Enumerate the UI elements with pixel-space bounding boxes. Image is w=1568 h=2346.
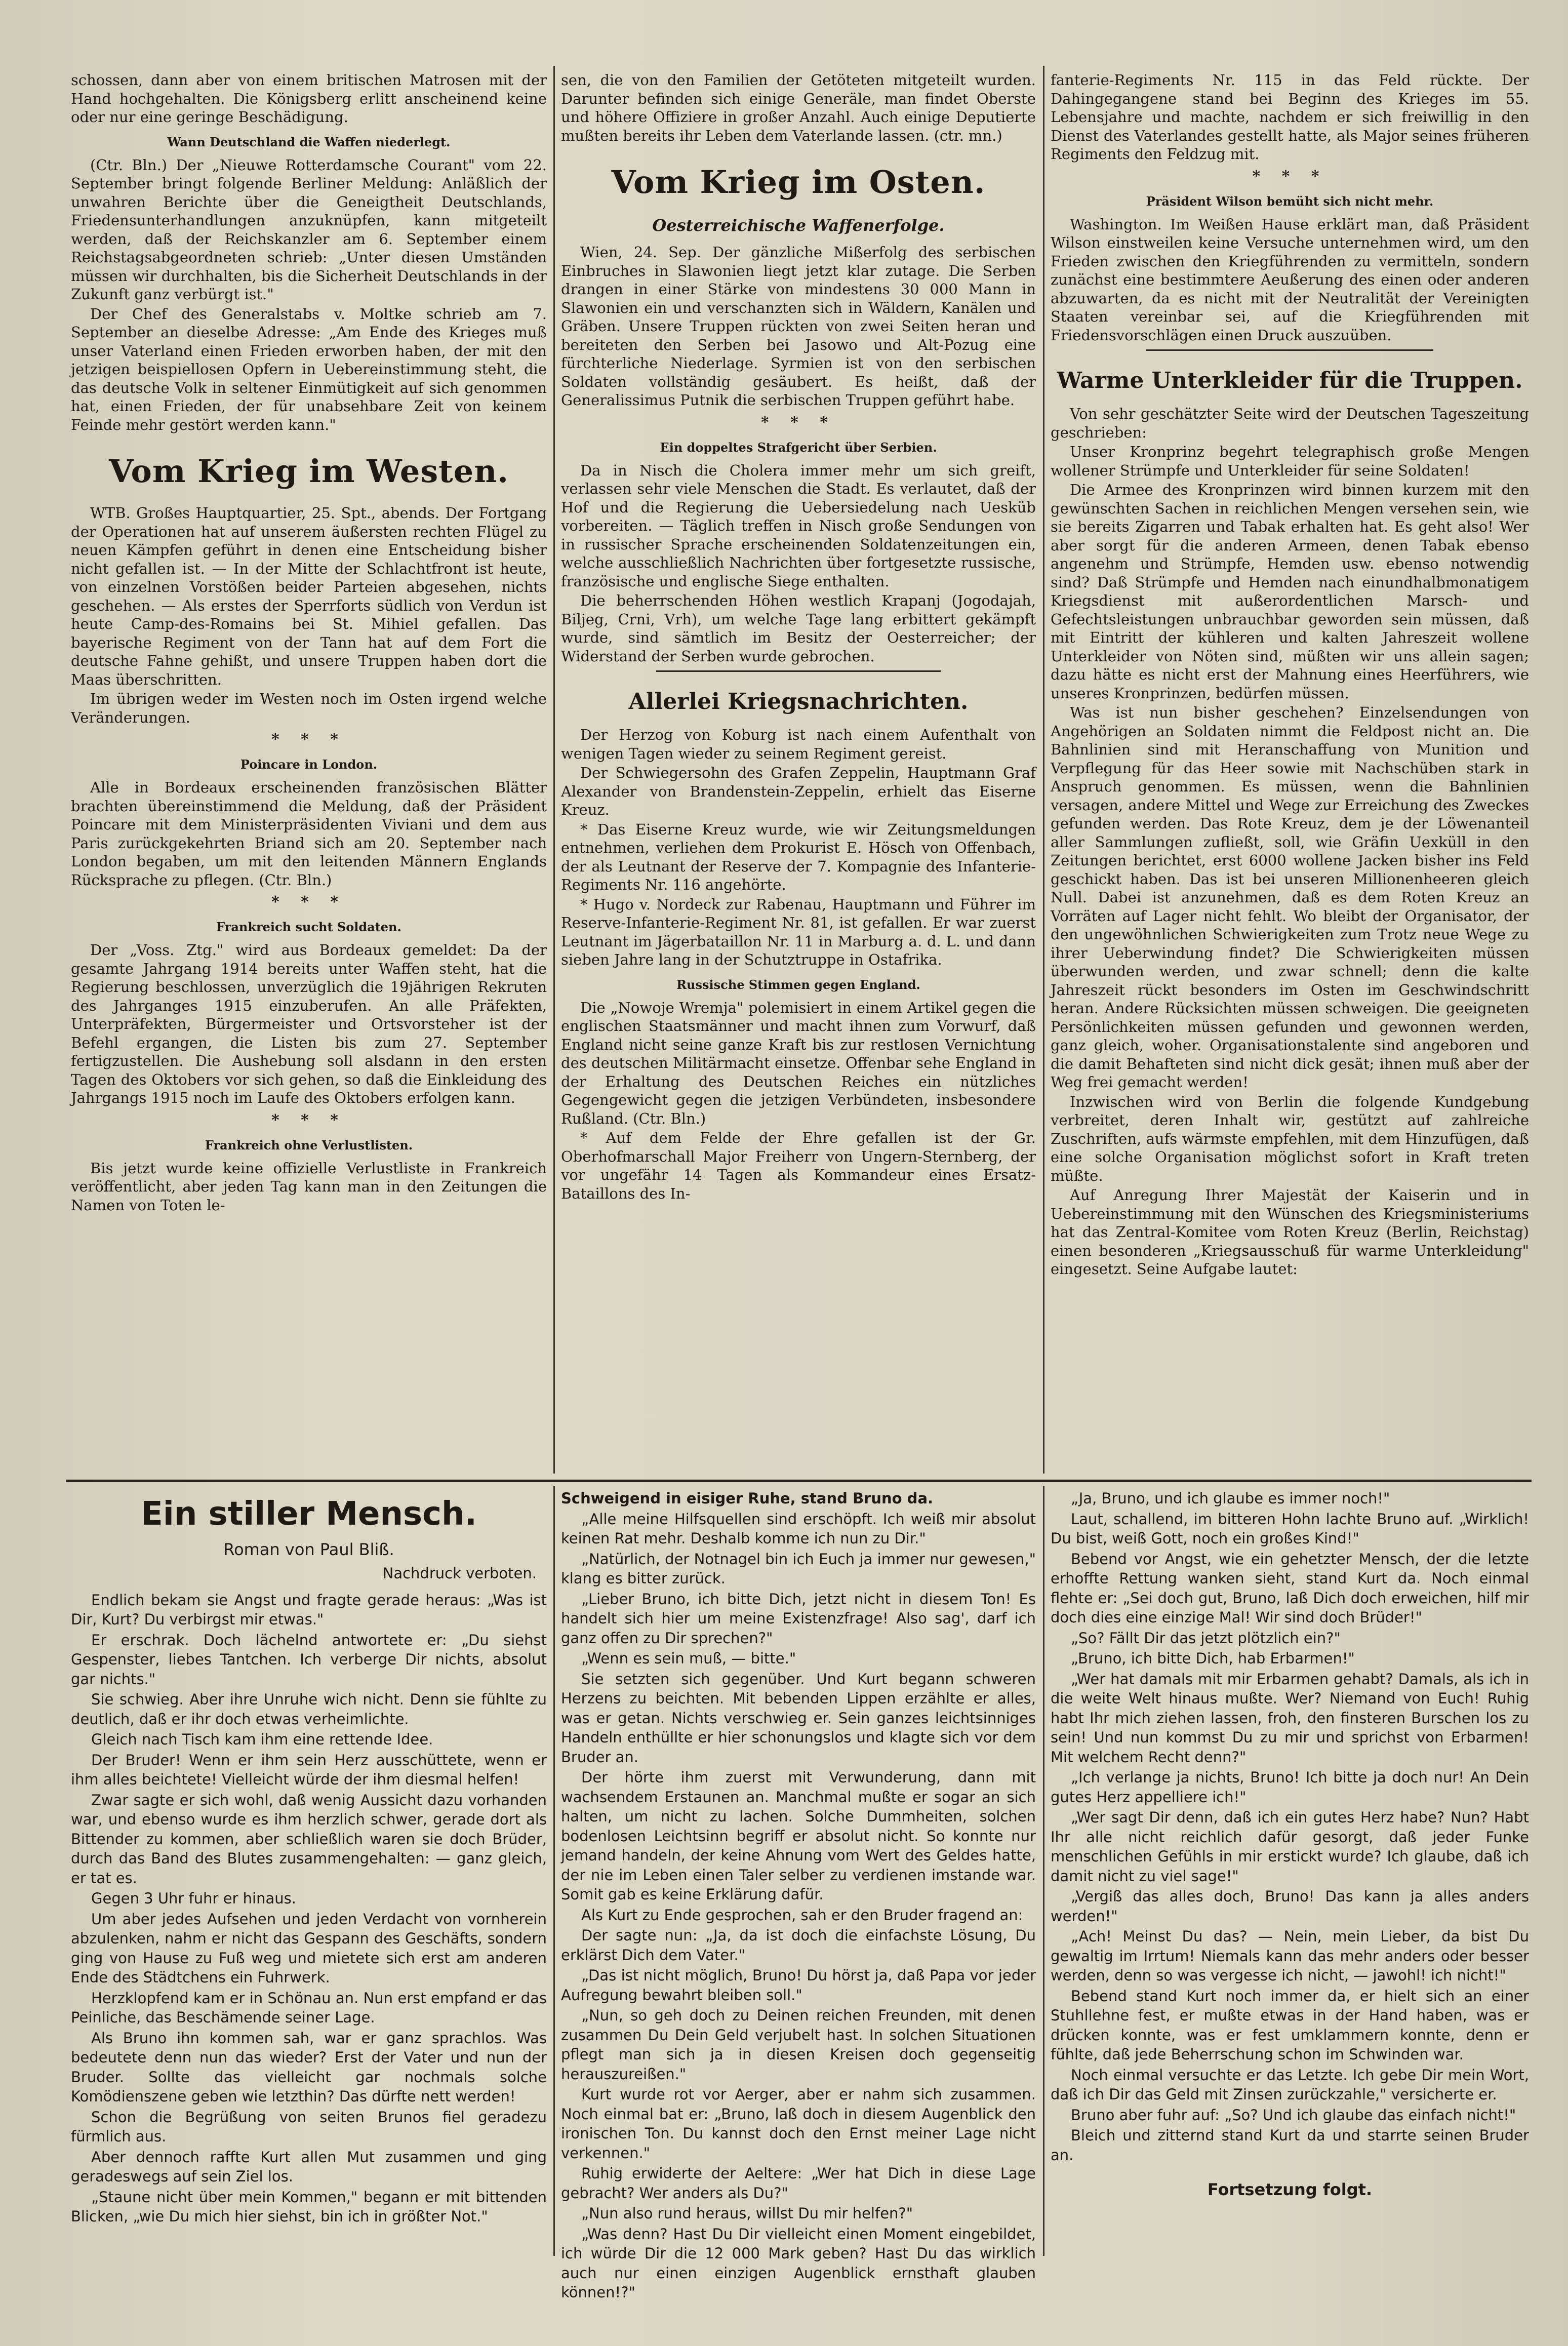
novel-text: Bleich und zitternd stand Kurt da und starrte seinen Bruder an.: [1051, 2127, 1529, 2164]
article-text: * Auf dem Felde der Ehre gefallen ist der Gr. Oberhofmarschall Major Freiherr von Ungern-Sternberg, der vor ungefähr 14 Tagen als Kommandeur eines Ersatz-Bataillons des In-: [561, 1129, 1036, 1202]
novel-text: Der Bruder! Wenn er ihm sein Herz ausschüttete, wenn er ihm alles beichtete! Vielleicht würde der ihm diesmal helfen!: [71, 1751, 547, 1788]
headline-osten: Vom Krieg im Osten.: [611, 164, 986, 201]
col3-intro: fanterie-Regiments Nr. 115 in das Feld rückte. Der Dahingegangene stand bei Beginn des Krieges im 55. Lebensjahre und machte, nachdem er sich freiwillig in den Dienst des Vaterlandes gestellt hatte, als Major seines früheren Regiments den Feldzug mit.: [1051, 71, 1529, 163]
column-rule-2: [1043, 66, 1044, 1474]
article-text: * Das Eiserne Kreuz wurde, wie wir Zeitungsmeldungen entnehmen, verliehen dem Prokurist E. Hösch von Offenbach, der als Leutnant der Reserve der 7. Kompagnie des Infanterie-Regiments Nr. 116 angehörte.: [561, 820, 1036, 893]
article-text: Inzwischen wird von Berlin die folgende Kundgebung verbreitet, deren Inhalt wir, gestützt auf zahlreiche Zuschriften, aufs wärmste empfehlen, mit dem Hinzufügen, daß eine solche Organisation möglichst sofort in Kraft treten müßte.: [1051, 1093, 1529, 1184]
novel-byline: Roman von Paul Bliß.: [223, 1540, 394, 1559]
article-text: Die Armee des Kronprinzen wird binnen kurzem mit den gewünschten Sachen in reichlichen Mengen versehen sein, wie sie bereits Zigarren und Tabak erhalten hat. Es geht also! Wer aber sorgt für die anderen Armeen, denen Tabak ebenso angenehm und Strümpfe, Hemden usw. ebenso notwendig sind? Daß Strümpfe und Hemden nach einundhalbmonatigem Kriegsdienst mit außerordentlichen Marsch- und Gefechtsleistungen unbrauchbar geworden sein müssen, daß mit Eintritt der kühleren und kalten Jahreszeit wollene Unterkleider von Nöten sind, müßten wir uns allein sagen; dazu hätte es nicht erst der Mahnung eines Heerführers, wie unseres Kronprinzen, bedürfen müssen.: [1051, 481, 1529, 702]
novel-text: Als Bruno ihn kommen sah, war er ganz sprachlos. Was bedeutete denn nun das wieder? Erst der Vater und nun der Bruder. Sollte das vielleicht gar nochmals solche Komödienszene geben wie letzthin? Das dürfte nett werden!: [71, 2029, 547, 2105]
novel-text: „Nun, so geh doch zu Deinen reichen Freunden, mit denen zusammen Du Dein Geld verjubelt hast. In solchen Situationen pflegt man sich ja in diesen Kreisen doch gegenseitig herauszureißen.": [561, 2007, 1036, 2083]
novel-text: Herzklopfend kam er in Schönau an. Nun erst empfand er das Peinliche, das Beschämende seiner Lage.: [71, 1989, 547, 2026]
headline-waffen: Wann Deutschland die Waffen niederlegt.: [167, 134, 451, 149]
column-2: [561, 71, 1036, 1476]
continuation-notice: Fortsetzung folgt.: [1207, 2180, 1373, 2199]
section-rule: [1146, 349, 1433, 351]
novel-text: Schweigend in eisiger Ruhe, stand Bruno da.: [561, 1490, 934, 1507]
novel-text: Der hörte ihm zuerst mit Verwunderung, dann mit wachsendem Erstaunen an. Manchmal mußte er sogar an sich halten, um nicht zu lachen. Solche Dummheiten, solchen bodenlosen Leichtsinn begriff er absolut nicht. So konnte nur jemand handeln, der keine Ahnung vom Wert des Geldes hatte, der nie im Leben einen Taler selber zu verdienen imstande war. Somit gab es keine Erklärung dafür.: [561, 1769, 1036, 1903]
separator-stars: * * *: [1252, 167, 1328, 185]
novel-text: Sie setzten sich gegenüber. Und Kurt begann schweren Herzens zu beichten. Mit bebenden Lippen erzählte er alles, was er getan. Nichts verschwieg er. Sein ganzes leichtsinniges Handeln enthüllte er hier schonungslos und klagte sich vor dem Bruder an.: [561, 1670, 1036, 1766]
col1-intro: schossen, dann aber von einem britischen Matrosen mit der Hand hochgehalten. Die Königsberg erlitt anscheinend keine oder nur eine geringe Beschädigung.: [71, 71, 547, 126]
article-text: Unser Kronprinz begehrt telegraphisch große Mengen wollener Strümpfe und Unterkleider für seine Soldaten!: [1051, 443, 1529, 479]
novel-text: Kurt wurde rot vor Aerger, aber er nahm sich zusammen. Noch einmal bat er: „Bruno, laß doch in diesem Augenblick den ironischen Ton. Du kannst doch den Ernst meiner Lage nicht verkennen.": [561, 2086, 1036, 2162]
novel-text: „Natürlich, der Notnagel bin ich Euch ja immer nur gewesen," klang es bitter zurück.: [561, 1550, 1036, 1587]
feuilleton-rule-1: [553, 1486, 555, 2256]
novel-text: „Wenn es sein muß, — bitte.": [581, 1650, 796, 1667]
article-text: Alle in Bordeaux erscheinenden französischen Blätter brachten übereinstimmend die Meldung, daß der Präsident Poincare mit dem Ministerpräsidenten Viviani und dem aus Paris zurückgekehrten Briand sich am 20. September nach London begaben, um mit den leitenden Männern Englands Rücksprache zu pflegen. (Ctr. Bln.): [71, 779, 547, 889]
novel-text: Noch einmal versuchte er das Letzte. Ich gebe Dir mein Wort, daß ich Dir das Geld mit Zinsen zurückzahle," versicherte er.: [1051, 2066, 1529, 2103]
novel-text: „Nun also rund heraus, willst Du mir helfen?": [581, 2205, 913, 2222]
separator-stars: * * *: [271, 731, 346, 748]
article-text: Auf Anregung Ihrer Majestät der Kaiserin und in Uebereinstimmung mit den Wünschen des Kriegsministeriums hat das Zentral-Komitee vom Roten Kreuz (Berlin, Reichstag) einen besonderen „Kriegsausschuß für warme Unterkleidung" eingesetzt. Seine Aufgabe lautet:: [1051, 1186, 1529, 1278]
novel-text: Als Kurt zu Ende gesprochen, sah er den Bruder fragend an:: [581, 1906, 1023, 1924]
novel-text: Zwar sagte er sich wohl, daß wenig Aussicht dazu vorhanden war, und ebenso wurde es ihm herzlich schwer, gerade dort als Bittender zu kommen, aber schließlich waren sie doch Brüder, durch das Band des Blutes zusammengehalten: — ganz gleich, er tat es.: [71, 1791, 547, 1887]
article-text: Washington. Im Weißen Hause erklärt man, daß Präsident Wilson einstweilen keine Versuche unternehmen wird, um den Frieden zwischen den Kriegführenden zu vermitteln, sondern zunächst eine bestimmtere Aeußerung des einen oder anderen abzuwarten, da es nicht mit der Neutralität der Vereinigten Staaten vereinbar sei, auf die Kriegführenden mit Friedensvorschlägen einen Druck auszuüben.: [1051, 215, 1529, 344]
novel-text: „Das ist nicht möglich, Bruno! Du hörst ja, daß Papa vor jeder Aufregung bewahrt bleiben soll.": [561, 1967, 1036, 2004]
novel-text: Schon die Begrüßung von seiten Brunos fiel geradezu fürmlich aus.: [71, 2108, 547, 2145]
headline-allerlei: Allerlei Kriegsnachrichten.: [628, 689, 969, 714]
headline-poincare: Poincare in London.: [240, 757, 378, 772]
novel-text: „Ach! Meinst Du das? — Nein, mein Lieber, da bist Du gewaltig im Irrtum! Niemals kann das mehr anders oder besser werden, denn so was vergesse ich nicht, — jawohl! ich nicht!": [1051, 1928, 1529, 1984]
feuilleton-column-1: [71, 1489, 547, 2263]
column-rule-1: [553, 66, 555, 1474]
separator-stars: * * *: [271, 893, 346, 911]
feuilleton-column-3: [1051, 1489, 1529, 2263]
feuilleton-divider: [66, 1480, 1532, 1482]
novel-text: Bebend vor Angst, wie ein gehetzter Mensch, der die letzte erhoffte Rettung wanken sieht, stand Kurt da. Noch einmal flehte er: „Sei doch gut, Bruno, laß Dich doch erweichen, hilf mir doch dies eine einzige Mal! Wir sind doch Brüder!": [1051, 1550, 1529, 1626]
article-text: WTB. Großes Hauptquartier, 25. Spt., abends. Der Fortgang der Operationen hat auf unserem äußersten rechten Flügel zu neuen Kämpfen geführt in denen eine Entscheidung bisher nicht gefallen ist. — In der Mitte der Schlachtfront ist heute, von einzelnen Vorstößen beider Parteien abgesehen, nichts geschehen. — Als erstes der Sperrforts südlich von Verdun ist heute Camp-des-Romains bei St. Mihiel gefallen. Das bayerische Regiment von der Tann hat auf dem Fort die deutsche Fahne gehißt, und unsere Truppen haben dort die Maas überschritten.: [71, 504, 547, 688]
article-text: Wien, 24. Sep. Der gänzliche Mißerfolg des serbischen Einbruches in Slawonien liegt jetzt klar zutage. Die Serben drangen in einer Stärke von mindestens 30 000 Mann in Slawonien ein und verschanzten sich in Wäldern, Kanälen und Gräben. Unsere Truppen rückten von zwei Seiten heran und bereiteten den Serben bei Jasowo und Alt-Pozug eine fürchterliche Niederlage. Syrmien ist von den serbischen Soldaten vollständig gesäubert. Es heißt, daß der Generalissimus Putnik die serbischen Truppen geführt habe.: [561, 244, 1036, 409]
novel-text: „Staune nicht über mein Kommen," begann er mit bittenden Blicken, „wie Du mich hier siehst, bin ich in größter Not.": [71, 2188, 547, 2225]
article-text: Die „Nowoje Wremja" polemisiert in einem Artikel gegen die englischen Staatsmänner und macht ihnen zum Vorwurf, daß England nicht seine ganze Kraft bis zur restlosen Vernichtung des deutschen Militärmacht einsetze. Offenbar sehe England in der Erhaltung des Deutschen Reiches ein nützliches Gegengewicht gegen die jetzigen Verbündeten, insbesondere Rußland. (Ctr. Bln.): [561, 999, 1036, 1127]
article-text: * Hugo v. Nordeck zur Rabenau, Hauptmann und Führer im Reserve-Infanterie-Regiment Nr. 81, ist gefallen. Er war zuerst Leutnant im Jägerbataillon Nr. 11 in Marburg a. d. L. und dann sieben Jahre lang in der Schutztruppe in Ostafrika.: [561, 895, 1036, 968]
novel-text: „Was denn? Hast Du Dir vielleicht einen Moment eingebildet, ich würde Dir die 12 000 Mark geben? Hast Du das wirklich auch nur einen einzigen Augenblick ernsthaft glauben können!?": [561, 2225, 1036, 2301]
novel-text: Bruno aber fuhr auf: „So? Und ich glaube das einfach nicht!": [1071, 2106, 1516, 2124]
separator-stars: * * *: [271, 1111, 346, 1129]
novel-text: „Vergiß das alles doch, Bruno! Das kann ja alles anders werden!": [1051, 1888, 1529, 1925]
column-3: [1051, 71, 1529, 1476]
novel-text: „Lieber Bruno, ich bitte Dich, jetzt nicht in diesem Ton! Es handelt sich hier um meine Existenzfrage! Also sag', darf ich ganz offen zu Dir sprechen?": [561, 1590, 1036, 1647]
novel-text: „Wer sagt Dir denn, daß ich ein gutes Herz habe? Nun? Habt Ihr alle nicht reichlich dafür gesorgt, daß jeder Funke menschlichen Gefühls in mir erstickt wurde? Ich glaube, daß ich damit nicht zu viel sage!": [1051, 1809, 1529, 1885]
column-1: [71, 71, 547, 1476]
article-text: Im übrigen weder im Westen noch im Osten irgend welche Veränderungen.: [71, 690, 547, 726]
novel-text: Gleich nach Tisch kam ihm eine rettende Idee.: [91, 1731, 433, 1748]
novel-text: „Alle meine Hilfsquellen sind erschöpft. Ich weiß mir absolut keinen Rat mehr. Deshalb komme ich nun zu Dir.": [561, 1510, 1036, 1547]
novel-text: „Bruno, ich bitte Dich, hab Erbarmen!": [1071, 1650, 1355, 1667]
headline-wilson: Präsident Wilson bemüht sich nicht mehr.: [1146, 193, 1434, 209]
novel-text: „Wer hat damals mit mir Erbarmen gehabt? Damals, als ich in die weite Welt hinaus mußte. Wer? Niemand von Euch! Ruhig habt Ihr mich ziehen lassen, froh, den finsteren Burschen los zu sein! Und nun kommst Du zu mir und sprichst von Erbarmen! Mit welchem Recht denn?": [1051, 1670, 1529, 1766]
headline-strafgericht: Ein doppeltes Strafgericht über Serbien.: [660, 440, 937, 455]
article-text: (Ctr. Bln.) Der „Nieuwe Rotterdamsche Courant" vom 22. September bringt folgende Berliner Meldung: Anläßlich der unwahren Berichte über die Geneigtheit Deutschlands, Friedensunterhandlungen anzuknüpfen, kann mitgeteilt werden, daß der Reichskanzler am 6. September einem Reichstagsabgeordneten schrieb: „Unter diesen Umständen müssen wir durchhalten, bis die Sicherheit Deutschlands in der Zukunft ganz verbürgt ist.": [71, 156, 547, 303]
subheadline-osten: Oesterreichische Waffenerfolge.: [652, 216, 945, 235]
article-text: Die beherrschenden Höhen westlich Krapanj (Jogodajah, Biljeg, Crni, Vrh), um welche Tage lang erbittert gekämpft wurde, sind sämtlich im Besitz der Oesterreicher; der Widerstand der Serben wurde gebrochen.: [561, 592, 1036, 665]
novel-text: „So? Fällt Dir das jetzt plötzlich ein?": [1071, 1629, 1341, 1647]
novel-text: Der sagte nun: „Ja, da ist doch die einfachste Lösung, Du erklärst Dich dem Vater.": [561, 1927, 1036, 1964]
novel-text: „Ja, Bruno, und ich glaube es immer noch!": [1071, 1490, 1390, 1507]
novel-text: Laut, schallend, im bitteren Hohn lachte Bruno auf. „Wirklich! Du bist, weiß Gott, noch ein großes Kind!": [1051, 1510, 1529, 1547]
headline-russland: Russische Stimmen gegen England.: [676, 977, 920, 992]
separator-stars: * * *: [761, 413, 836, 431]
feuilleton-rule-2: [1043, 1486, 1044, 2256]
article-text: Der Schwiegersohn des Grafen Zeppelin, Hauptmann Graf Alexander von Brandenstein-Zeppelin, erhielt das Eiserne Kreuz.: [561, 764, 1036, 818]
feuilleton-column-2: [561, 1489, 1036, 2301]
novel-text: Bebend stand Kurt noch immer da, er hielt sich an einer Stuhllehne fest, er mußte etwas in der Hand haben, was er drücken konnte, was er fest umklammern konnte, denn er fühlte, daß jede Beherrschung schon im Schwinden war.: [1051, 1987, 1529, 2063]
article-text: Bis jetzt wurde keine offizielle Verlustliste in Frankreich veröffentlicht, aber jeden Tag kann man in den Zeitungen die Namen von Toten le-: [71, 1159, 547, 1214]
novel-title: Ein stiller Mensch.: [141, 1495, 477, 1533]
novel-text: Gegen 3 Uhr fuhr er hinaus.: [91, 1890, 296, 1907]
headline-westen: Vom Krieg im Westen.: [109, 453, 509, 490]
article-text: Der Chef des Generalstabs v. Moltke schrieb am 7. September an dieselbe Adresse: „Am Ende des Krieges muß unser Vaterland einen Frieden erworben haben, der mit den jetzigen beispiellosen Opfern in Uebereinstimmung steht, die das deutsche Volk in seltener Einmütigkeit auf sich genommen hat, einen Frieden, der für unabsehbare Zeit von keinem Feinde mehr gestört werden kann.": [71, 305, 547, 433]
novel-text: Sie schwieg. Aber ihre Unruhe wich nicht. Denn sie fühlte zu deutlich, daß er ihr doch etwas verheimlichte.: [71, 1691, 547, 1728]
novel-text: Endlich bekam sie Angst und fragte gerade heraus: „Was ist Dir, Kurt? Du verbirgst mir etwas.": [71, 1591, 547, 1628]
col2-intro: sen, die von den Familien der Getöteten mitgeteilt wurden. Darunter befinden sich einige Generäle, man findet Oberste und höhere Offiziere in großer Anzahl. Auch einige Deputierte mußten bereits ihr Leben dem Vaterlande lassen. (ctr. mn.): [561, 71, 1036, 144]
headline-warme: Warme Unterkleider für die Truppen.: [1057, 368, 1523, 393]
headline-soldaten: Frankreich sucht Soldaten.: [216, 920, 401, 934]
article-text: Da in Nisch die Cholera immer mehr um sich greift, verlassen sehr viele Menschen die Stadt. Es verlautet, daß der Hof und die Regierung die Uebersiedelung nach Uesküb vorbereiten. — Täglich treffen in Nisch große Sendungen von in russischer Sprache erscheinenden Soldatenzeitungen ein, welche ausschließlich Nachrichten über fortgesetzte russische, französische und englische Siege enthalten.: [561, 461, 1036, 590]
section-rule: [656, 670, 941, 672]
article-text: Was ist nun bisher geschehen? Einzelsendungen von Angehörigen an Soldaten nimmt die Feldpost nicht an. Die Bahnlinien sind mit Heranschaffung von Munition und Verpflegung für das Heer sowie mit Nachschüben stark in Anspruch genommen. Es müssen, wenn die Bahnlinien versagen, andere Mittel und Wege zur Erreichung des Zweckes gefunden werden. Das Rote Kreuz, dem je der Löwenanteil aller Sammlungen zufließt, soll, wie Gräfin Uexküll in den Zeitungen berichtet, erst 6000 wollene Jacken bisher ins Feld geschickt haben. Das ist bei unseren Millionenheeren gleich Null. Dabei ist anzunehmen, daß es dem Roten Kreuz an Vorräten auf Lager nicht fehlt. Wo bleibt der Organisator, der den ungewöhnlichen Schwierigkeiten zum Trotz neue Wege zu ihrer Ueberwindung findet? Die Schwierigkeiten müssen überwunden werden, und zwar schnell; denn die kalte Jahreszeit rückt besonders im Osten im Geschwindschritt heran. Andere Rücksichten müssen schweigen. Die geeigneten Persönlichkeiten müssen gefunden und gewonnen werden, ganz gleich, woher. Organisationstalente sind angeboren und die damit Behafteten sind nicht dick gesät; ihnen muß aber der Weg frei gemacht werden!: [1051, 704, 1529, 1091]
article-text: Der „Voss. Ztg." wird aus Bordeaux gemeldet: Da der gesamte Jahrgang 1914 bereits unter Waffen steht, hat die Regierung beschlossen, unverzüglich die 19jährigen Rekruten des Jahrganges 1915 einzuberufen. An alle Präfekten, Unterpräfekten, Bürgermeister und Ortsvorsteher ist der Befehl ergangen, die Listen bis zum 27. September fertigzustellen. Die Aushebung soll alsdann in den ersten Tagen des Oktobers vor sich gehen, so daß die Einkleidung des Jahrgangs 1915 noch im Laufe des Oktobers erfolgen kann.: [71, 941, 547, 1106]
novel-text: Er erschrak. Doch lächelnd antwortete er: „Du siehst Gespenster, liebes Tantchen. Ich verberge Dir nichts, absolut gar nichts.": [71, 1631, 547, 1688]
novel-text: Ruhig erwiderte der Aeltere: „Wer hat Dich in diese Lage gebracht? Wer anders als Du?": [561, 2165, 1036, 2202]
reprint-notice: Nachdruck verboten.: [382, 1565, 537, 1582]
novel-text: Aber dennoch raffte Kurt allen Mut zusammen und ging geradeswegs auf sein Ziel los.: [71, 2148, 547, 2185]
headline-verlust: Frankreich ohne Verlustlisten.: [205, 1137, 413, 1152]
article-text: Von sehr geschätzter Seite wird der Deutschen Tageszeitung geschrieben:: [1051, 405, 1529, 441]
novel-text: „Ich verlange ja nichts, Bruno! Ich bitte ja doch nur! An Dein gutes Herz appelliere ich!": [1051, 1769, 1529, 1806]
article-text: Der Herzog von Koburg ist nach einem Aufenthalt von wenigen Tagen wieder zu seinem Regiment gereist.: [561, 726, 1036, 762]
novel-text: Um aber jedes Aufsehen und jeden Verdacht von vornherein abzulenken, nahm er nicht das Gespann des Geschäfts, sondern ging von Hause zu Fuß weg und mietete sich erst am anderen Ende des Städtchens ein Fuhrwerk.: [71, 1910, 547, 1986]
